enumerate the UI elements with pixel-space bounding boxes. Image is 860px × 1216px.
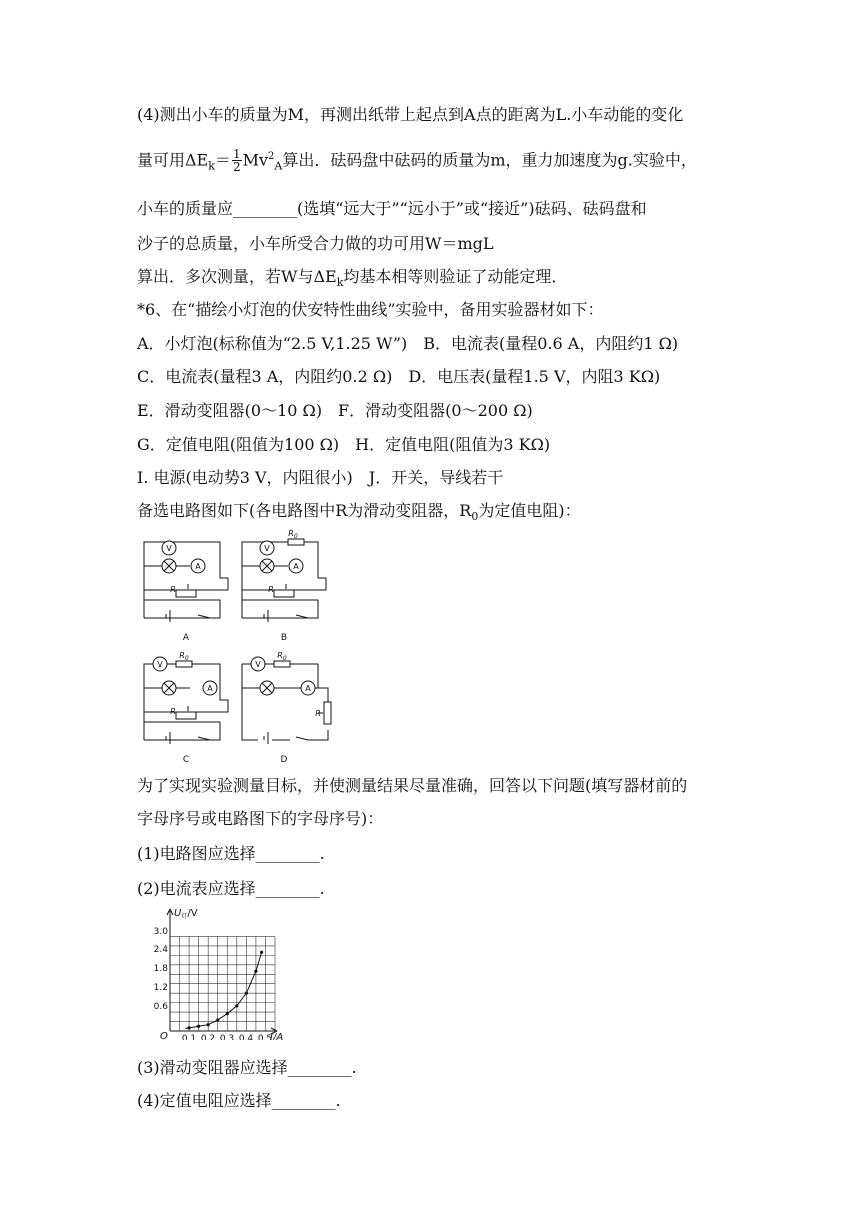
x-tick-0-3: 0.3 [219,1034,235,1040]
y-tick-1-8: 1.8 [153,964,168,974]
circuit-c [144,657,228,744]
data-point [226,1012,229,1015]
x-tick-0-4: 0.4 [238,1034,254,1040]
circuit-a-rheostat-label: R [170,585,176,594]
circuit-d-rheostat-label: R [315,709,321,718]
part4-line5-sub: k [336,276,344,290]
half-fraction [232,148,242,173]
question-3: (3)滑动变阻器应选择________. [137,1058,357,1077]
part4-line2-sub2: A [274,159,283,173]
question-1: (1)电路图应选择________. [137,844,325,863]
instruction-line-1: 为了实现实验测量目标，并使测量结果尽量准确，回答以下问题(填写器材前的 [137,776,688,795]
circuit-d [242,657,331,744]
equipment-line-5: I. 电源(电动势3 V，内阻很小) J．开关，导线若干 [137,468,504,487]
data-point [187,1026,190,1029]
circuit-c-r0-label: $R_0$ [179,651,189,662]
data-point [260,951,263,954]
circuit-c-voltmeter-label: V [157,660,163,669]
x-tick-0-5: 0.5 [257,1034,273,1040]
circuit-d-r0-label: $R_0$ [277,651,287,662]
circuit-c-label: C [182,755,190,765]
circuit-intro-sub: 0 [471,510,479,524]
circuit-b-ammeter-label: A [293,562,299,571]
circuit-a [144,541,228,622]
equipment-line-2: C．电流表(量程3 A，内阻约0.2 Ω) D．电压表(量程1.5 V，内阻3 KΩ) [137,367,661,386]
y-tick-1-2: 1.2 [153,983,168,993]
question-4: (4)定值电阻应选择________. [137,1091,341,1110]
part4-line2-eq: ＝ [214,150,231,170]
circuit-intro [137,500,581,528]
part4-line2-pre: 量可用ΔE [137,150,209,170]
part4-line5 [137,266,567,294]
circuit-intro-post: 为定值电阻)： [478,501,581,520]
part4-line1: (4)测出小车的质量为M，再测出纸带上起点到A点的距离为L.小车动能的变化 [137,105,684,124]
circuit-a-label: A [182,633,190,643]
circuit-b-label: B [280,633,288,643]
instruction-line-2: 字母序号或电路图下的字母序号)： [137,809,384,828]
circuit-c-rheostat-label: R [170,707,176,716]
q6-title: *6、在“描绘小灯泡的伏安特性曲线”实验中，备用实验器材如下： [137,300,604,319]
part4-line3: 小车的质量应________(选填“远大于”“远小于”或“接近”)砝码、砝码盘和 [137,199,647,218]
circuit-d-ammeter-label: A [305,684,311,693]
data-point [216,1018,219,1021]
question-2: (2)电流表应选择________. [137,879,325,898]
part4-line2-sub: k [208,159,215,173]
y-axis-label: $U_灯/V$ [174,908,198,920]
circuit-diagrams [130,528,350,768]
circuit-b [242,539,326,622]
equipment-line-1: A．小灯泡(标称值为“2.5 V,1.25 W”) B．电流表(量程0.6 A，内阻约1 Ω) [137,334,679,353]
y-tick-0-6: 0.6 [153,1002,168,1012]
circuit-intro-pre: 备选电路图如下(各电路图中R为滑动变阻器，R [137,501,472,520]
part4-line5-post: 均基本相等则验证了动能定理． [343,267,568,286]
fraction-numerator: 1 [232,147,241,162]
circuit-b-voltmeter-label: V [264,544,270,553]
x-tick-0-2: 0.2 [200,1034,216,1040]
x-tick-0-1: 0.1 [181,1034,197,1040]
fraction-denominator: 2 [232,160,241,175]
circuit-a-ammeter-label: A [195,562,201,571]
equipment-line-3: E．滑动变阻器(0～10 Ω) F．滑动变阻器(0～200 Ω) [137,401,533,420]
circuit-d-label: D [280,755,288,765]
data-point [235,1004,238,1007]
part4-line4: 沙子的总质量，小车所受合力做的功可用W＝mgL [137,234,494,253]
data-point [254,970,257,973]
part4-line2 [137,146,697,178]
x-axis-label: I/A [270,1032,284,1040]
origin-label: O [160,1031,168,1040]
data-point [197,1025,200,1028]
data-point [245,992,248,995]
y-tick-3-0: 3.0 [153,927,168,937]
circuit-c-ammeter-label: A [207,684,213,693]
circuit-a-voltmeter-label: V [166,544,172,553]
y-tick-2-4: 2.4 [153,945,168,955]
circuit-b-rheostat-label: R [268,585,274,594]
part4-line2-tail: 算出．砝码盘中砝码的质量为m，重力加速度为g.实验中， [282,150,697,170]
equipment-line-4: G．定值电阻(阻值为100 Ω) H．定值电阻(阻值为3 KΩ) [137,435,551,454]
circuit-b-r0-label: $R_0$ [288,529,298,540]
data-point [207,1023,210,1026]
part4-line5-pre: 算出．多次测量，若W与ΔE [137,267,337,286]
u-i-curve [185,952,261,1028]
circuit-d-voltmeter-label: V [255,660,261,669]
part4-line2-post: Mv [242,150,268,170]
u-i-graph [150,905,290,1040]
square-sup: 2 [268,151,275,162]
